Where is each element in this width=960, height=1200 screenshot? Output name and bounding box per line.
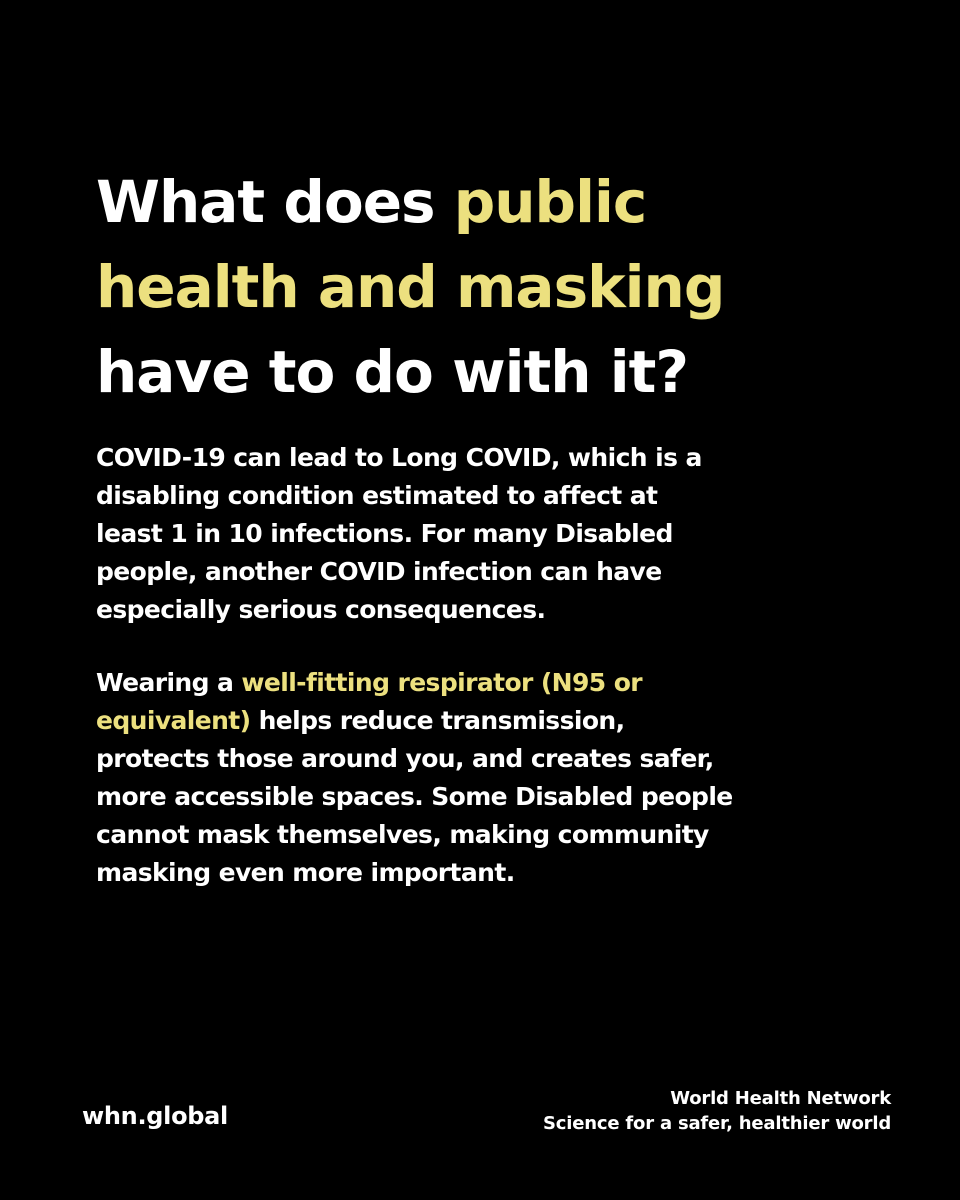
heading-line-3: have to do with it?: [96, 338, 689, 406]
paragraph-line: [96, 702, 896, 740]
heading-text: What does: [96, 168, 454, 236]
organization-name: World Health Network: [670, 1088, 891, 1109]
paragraph-line: people, another COVID infection can have: [96, 557, 662, 586]
body-paragraph-masking: [96, 664, 896, 892]
heading-line-2: health and masking: [96, 253, 725, 321]
paragraph-line: [96, 664, 896, 702]
paragraph-line: cannot mask themselves, making community: [96, 820, 709, 849]
paragraph-line: more accessible spaces. Some Disabled people: [96, 782, 733, 811]
paragraph-line: masking even more important.: [96, 858, 515, 887]
paragraph-line: least 1 in 10 infections. For many Disabled: [96, 519, 673, 548]
heading-line-1: [96, 160, 896, 245]
heading-highlight: public: [453, 168, 647, 236]
body-paragraph-long-covid: [96, 439, 896, 629]
paragraph-text: helps reduce transmission,: [250, 706, 625, 735]
organization-credit: [543, 1086, 891, 1136]
organization-tagline: Science for a safer, healthier world: [543, 1113, 891, 1134]
website-url: whn.global: [82, 1102, 228, 1130]
paragraph-line: especially serious consequences.: [96, 595, 546, 624]
respirator-highlight: well-fitting respirator (N95 or: [241, 668, 643, 697]
page-heading: [96, 160, 896, 415]
paragraph-line: protects those around you, and creates safer,: [96, 744, 714, 773]
respirator-highlight: equivalent): [96, 706, 251, 735]
paragraph-text: Wearing a: [96, 668, 242, 697]
paragraph-line: disabling condition estimated to affect at: [96, 481, 658, 510]
paragraph-line: COVID-19 can lead to Long COVID, which is a: [96, 443, 702, 472]
